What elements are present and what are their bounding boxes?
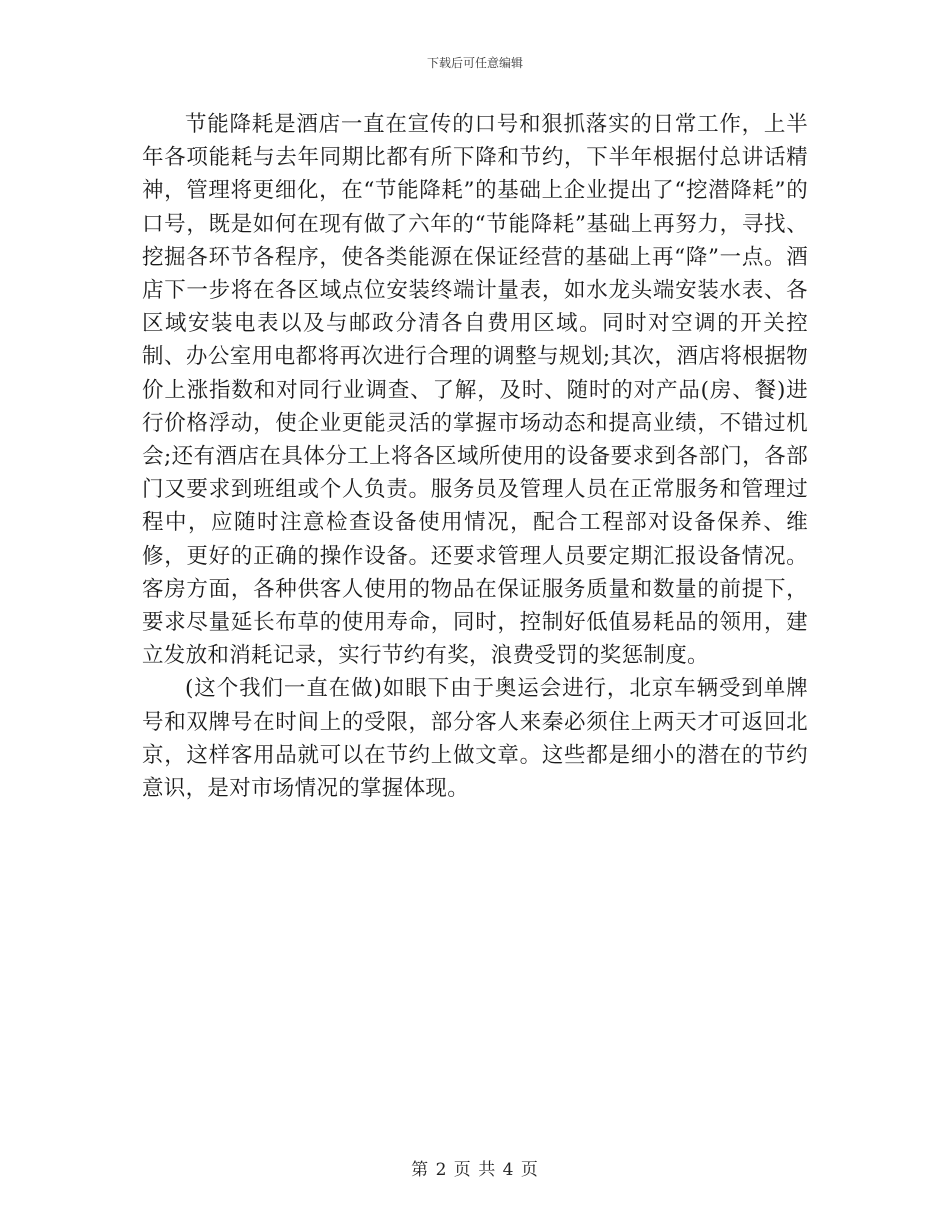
paragraph-energy-saving: 节能降耗是酒店一直在宣传的口号和狠抓落实的日常工作，上半年各项能耗与去年同期比都有所下降和节约，下半年根据付总讲话精神，管理将更细化，在“节能降耗”的基础上企业提出了“挖潜降耗”的口号，既是如何在现有做了六年的“节能降耗”基础上再努力，寻找、挖掘各环节各程序，使各类能源在保证经营的基础上再“降”一点。酒店下一步将在各区域点位安装终端计量表，如水龙头端安装水表、各区域安装电表以及与邮政分清各自费用区域。同时对空调的开关控制、办公室用电都将再次进行合理的调整与规划;其次，酒店将根据物价上涨指数和对同行业调查、了解，及时、随时的对产品(房、餐)进行价格浮动，使企业更能灵活的掌握市场动态和提高业绩，不错过机会;还有酒店在具体分工上将各区域所使用的设备要求到各部门，各部门又要求到班组或个人负责。服务员及管理人员在正常服务和管理过程中，应随时注意检查设备使用情况，配合工程部对设备保养、维修，更好的正确的操作设备。还要求管理人员要定期汇报设备情况。客房方面，各种供客人使用的物品在保证服务质量和数量的前提下，要求尽量延长布草的使用寿命，同时，控制好低值易耗品的领用，建立发放和消耗记录，实行节约有奖，浪费受罚的奖惩制度。 [142, 112, 808, 669]
page-number: 第 2 页 共 4 页 [411, 1160, 539, 1180]
paragraph-olympics: (这个我们一直在做)如眼下由于奥运会进行，北京车辆受到单牌号和双牌号在时间上的受限，部分客人来秦必须住上两天才可返回北京，这样客用品就可以在节约上做文章。这些都是细小的潜在的节约意识，是对市场情况的掌握体现。 [142, 676, 808, 802]
page-header: 下载后可任意编辑 [426, 56, 523, 70]
document-body [142, 108, 808, 805]
